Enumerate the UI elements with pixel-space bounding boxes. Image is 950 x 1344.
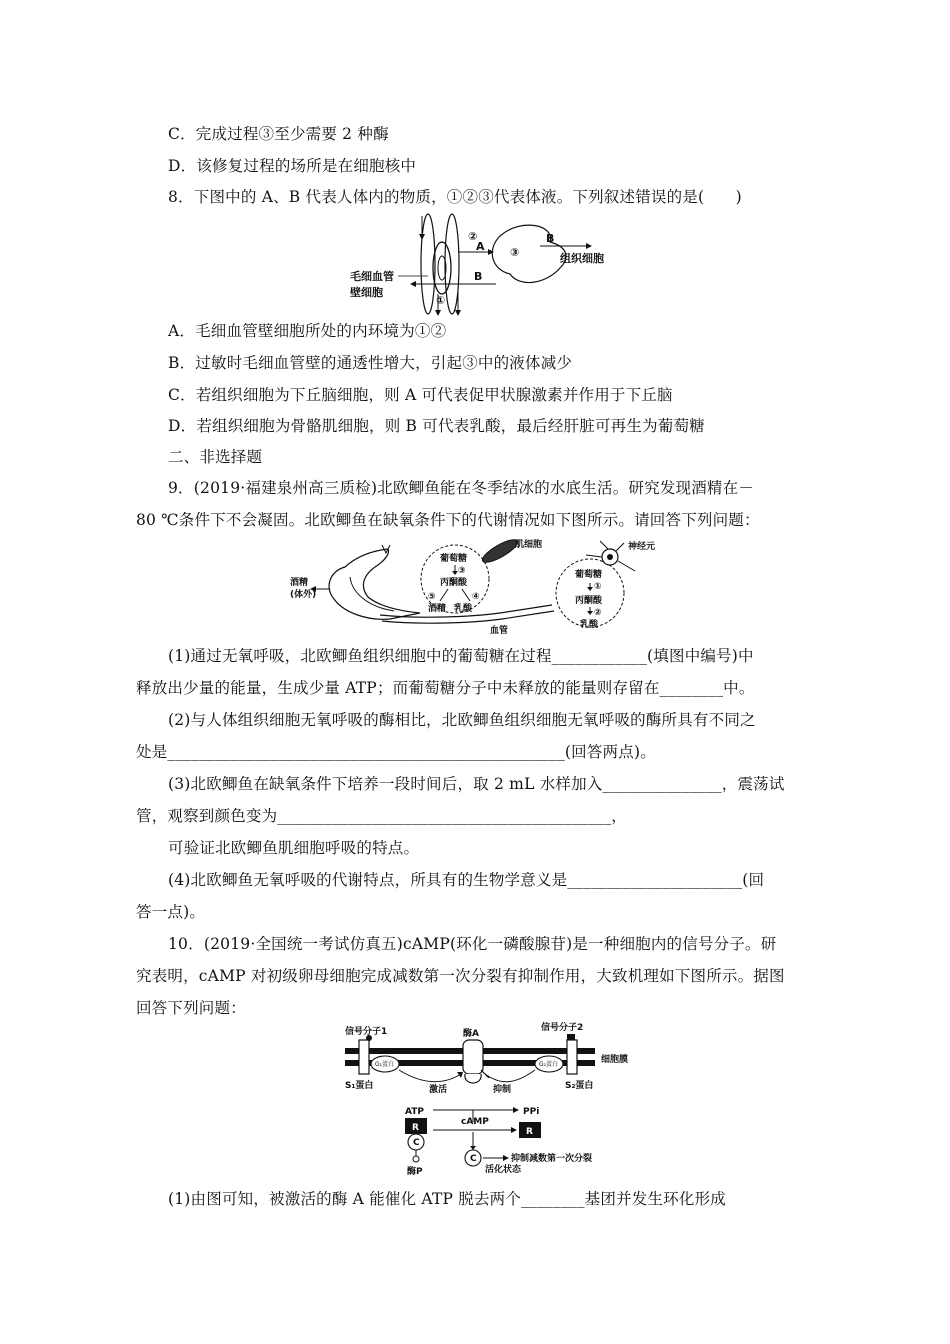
label-atp: ATP [405,1107,425,1117]
q8-option-c: C．若组织细胞为下丘脑细胞，则 A 可代表促甲状腺激素并作用于下丘脑 [168,386,673,404]
mark-B-top: B [546,232,555,245]
q8-diagram [350,212,640,320]
label-enzyme-p: 酶P [407,1167,423,1177]
left-n4: ④ [472,592,480,602]
right-n1: ① [594,582,602,592]
q9-part4-a: (4)北欧鲫鱼无氧呼吸的代谢特点，所具有的生物学意义是______________________(回 [168,871,765,889]
label-tissue-cell: 组织细胞 [560,252,604,265]
left-n5: ⑤ [428,592,436,602]
label-muscle: 肌细胞 [515,540,543,550]
label-signal2: 信号分子2 [541,1023,584,1033]
q8-option-a: A．毛细血管壁细胞所处的内环境为①② [168,322,447,340]
right-lactate: 乳酸 [580,620,599,630]
label-r-left: R [412,1123,419,1133]
label-alcohol-external: (体外) [290,590,317,600]
q8-option-b: B．过敏时毛细血管壁的通透性增大，引起③中的液体减少 [168,354,573,372]
section-heading: 二、非选择题 [168,448,263,466]
q10-part1: (1)由图可知，被激活的酶 A 能催化 ATP 脱去两个________基团并发生环化形成 [168,1190,726,1208]
q7-option-c: C．完成过程③至少需要 2 种酶 [168,125,389,143]
label-activate: 激活 [429,1085,448,1095]
mark-1: ① [436,294,446,307]
label-g2: G₂蛋白 [539,1061,559,1068]
right-glucose: 葡萄糖 [575,570,603,580]
label-g1: G₁蛋白 [375,1061,395,1068]
q9-part3-b: 管，观察到颜色变为__________________________________________， [136,807,627,825]
wall-cell [433,242,451,294]
label-membrane: 细胞膜 [601,1055,629,1065]
mark-3: ③ [510,246,520,259]
label-neuron: 神经元 [628,542,656,552]
q10-stem-1: 10．(2019·全国统一考试仿真五)cAMP(环化一磷酸腺苷)是一种细胞内的信号分子。研 [168,935,777,953]
q10-stem-3: 回答下列问题： [136,999,246,1017]
q9-stem-2: 80 ℃条件下不会凝固。北欧鲫鱼在缺氧条件下的代谢情况如下图所示。请回答下列问题： [136,511,760,529]
q8-option-d: D．若组织细胞为骨骼肌细胞，则 B 可代表乳酸，最后经肝脏可再生为葡萄糖 [168,417,705,435]
label-enzyme-a: 酶A [463,1029,479,1039]
label-camp: cAMP [461,1117,489,1127]
label-active-state: 活化状态 [485,1165,522,1175]
label-vessel: 血管 [490,626,509,636]
q7-option-d: D．该修复过程的场所是在细胞核中 [168,157,417,175]
mark-2: ② [468,230,478,243]
q9-part4-b: 答一点)。 [136,903,206,921]
q9-part1-a: (1)通过无氧呼吸，北欧鲫鱼组织细胞中的葡萄糖在过程____________(填图中编号)中 [168,647,754,665]
q9-stem-1: 9．(2019·福建泉州高三质检)北欧鲫鱼能在冬季结冰的水底生活。研究发现酒精在－ [168,479,755,497]
q9-part3-a: (3)北欧鲫鱼在缺氧条件下培养一段时间后，取 2 mL 水样加入_______________，震荡试 [168,775,785,793]
label-alcohol: 酒精 [290,578,309,588]
q10-stem-2: 究表明，cAMP 对初级卵母细胞完成减数第一次分裂有抑制作用，大致机理如下图所示。据图 [136,967,785,985]
left-alcohol: 酒精 [428,604,447,614]
label-c-left: C [413,1138,420,1148]
label-inhibit: 抑制 [493,1085,512,1095]
q9-diagram [290,537,680,637]
label-capillary-1: 毛细血管 [350,270,394,283]
q9-part2-a: (2)与人体组织细胞无氧呼吸的酶相比，北欧鲫鱼组织细胞无氧呼吸的酶所具有不同之 [168,711,756,729]
label-r-right: R [526,1127,533,1137]
right-pyruvate: 丙酮酸 [575,596,603,606]
capillary-wall-right [445,214,459,314]
mark-A: A [476,240,485,253]
label-c-released: C [470,1154,477,1164]
left-glucose: 葡萄糖 [440,554,468,564]
q10-diagram [345,1023,675,1177]
left-pyruvate: 丙酮酸 [440,578,468,588]
label-capillary-2: 壁细胞 [350,286,383,299]
tissue-cell [492,225,566,282]
label-s1: S₁蛋白 [345,1081,374,1091]
label-ppi: PPi [523,1107,540,1117]
label-s2: S₂蛋白 [565,1081,594,1091]
left-n3: ③ [458,566,466,576]
q9-part2-b: 处是__________________________________________________(回答两点)。 [136,743,656,761]
right-n2: ② [594,608,602,618]
q9-part3-c: 可验证北欧鲫鱼肌细胞呼吸的特点。 [168,839,420,857]
q8-stem: 8．下图中的 A、B 代表人体内的物质，①②③代表体液。下列叙述错误的是( ) [168,188,742,206]
label-signal1: 信号分子1 [345,1027,388,1037]
mark-B-bottom: B [474,270,483,283]
q9-part1-b: 释放出少量的能量，生成少量 ATP；而葡萄糖分子中未释放的能量则存留在________中。 [136,679,755,697]
label-inhibit-meiosis: 抑制减数第一次分裂 [511,1154,593,1164]
left-lactate: 乳酸 [454,604,473,614]
